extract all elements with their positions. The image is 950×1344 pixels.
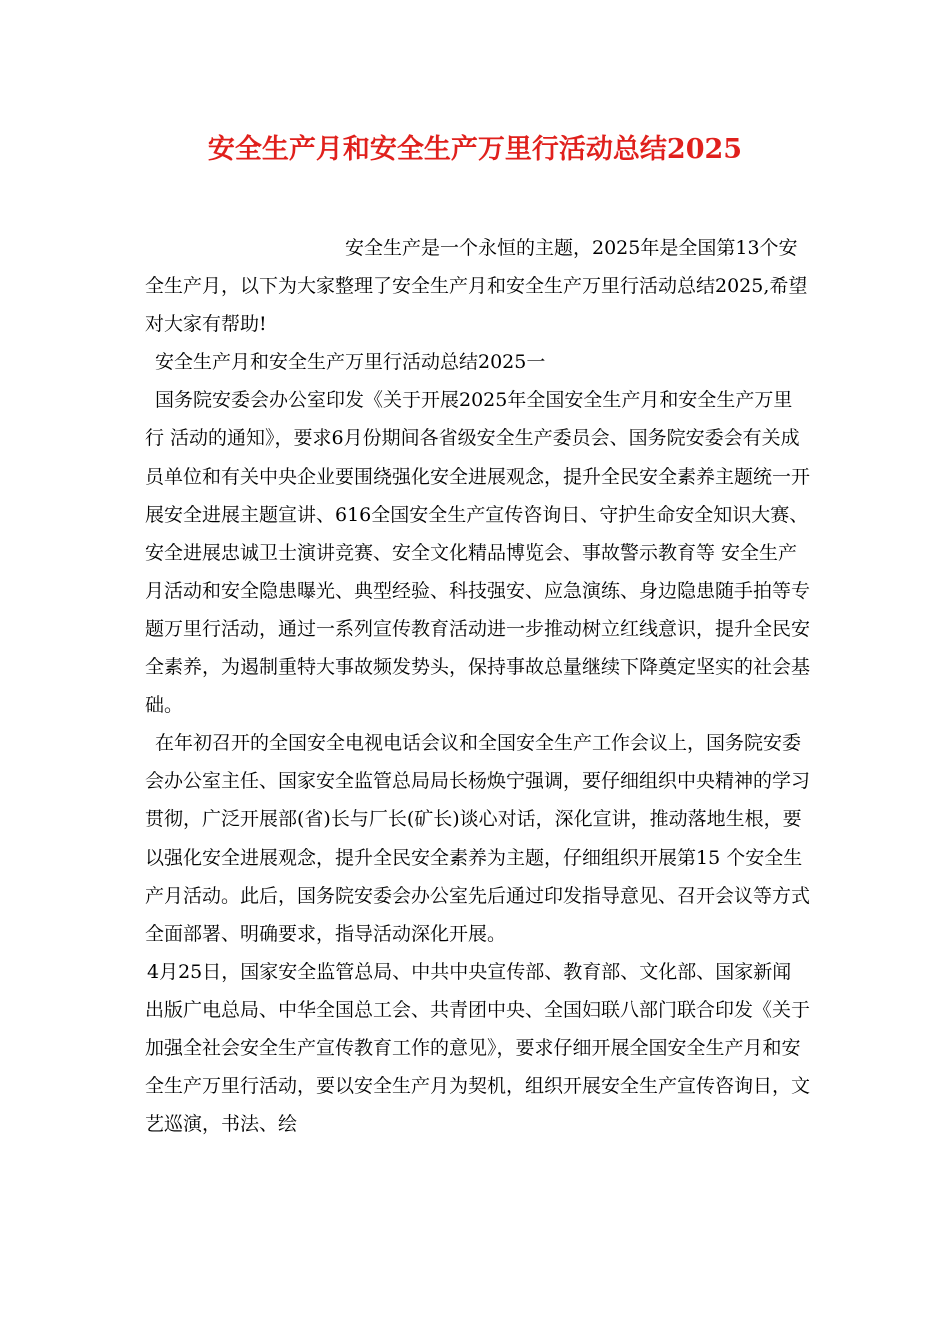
body-paragraph: 4月25日，国家安全监管总局、中共中央宣传部、教育部、文化部、国家新闻出版广电总局、中华全国总工会、共青团中央、全国妇联八部门联合印发《关于加强全社会安全生产宣传教育工作的意见》，要求仔细开展全国安全生产月和安全生产万里行活动，要以安全生产月为契机，组织开展安全生产宣传咨询日，文艺巡演，书法、绘 — [145, 960, 811, 1136]
document-body — [145, 229, 810, 1143]
section-heading: 安全生产月和安全生产万里行活动总结2025一 — [155, 351, 546, 374]
body-paragraph: 在年初召开的全国安全电视电话会议和全国安全生产工作会议上，国务院安委会办公室主任、国家安全监管总局局长杨焕宁强调，要仔细组织中央精神的学习贯彻，广泛开展部(省)长与厂长(矿长)谈心对话，深化宣讲，推动落地生根，要以强化安全进展观念，提升全民安全素养为主题，仔细组织开展第15 个安全生产月活动。此后，国务院安委会办公室先后通过印发指导意见、召开会议等方式全面部署、明确要求，指导活动深化开展。 — [145, 732, 811, 945]
body-paragraph: 国务院安委会办公室印发《关于开展2025年全国安全生产月和安全生产万里行 活动的通知》，要求6月份期间各省级安全生产委员会、国务院安委会有关成员单位和有关中央企业要围绕强化安全进展观念，提升全民安全素养主题统一开展安全进展主题宣讲、616全国安全生产宣传咨询日、守护生命安全知识大赛、安全进展忠诚卫士演讲竞赛、安全文化精品博览会、事故警示教育等 安全生产月活动和安全隐患曝光、典型经验、科技强安、应急演练、身边隐患随手拍等专题万里行活动，通过一系列宣传教育活动进一步推动树立红线意识，提升全民安全素养，为遏制重特大事故频发势头，保持事故总量继续下降奠定坚实的社会基础。 — [145, 389, 811, 717]
intro-paragraph: 安全生产是一个永恒的主题，2025年是全国第13个安全生产月，以下为大家整理了安全生产月和安全生产万里行活动总结2025,希望对大家有帮助! — [145, 237, 808, 336]
document-title: 安全生产月和安全生产万里行活动总结2025 — [207, 134, 743, 165]
